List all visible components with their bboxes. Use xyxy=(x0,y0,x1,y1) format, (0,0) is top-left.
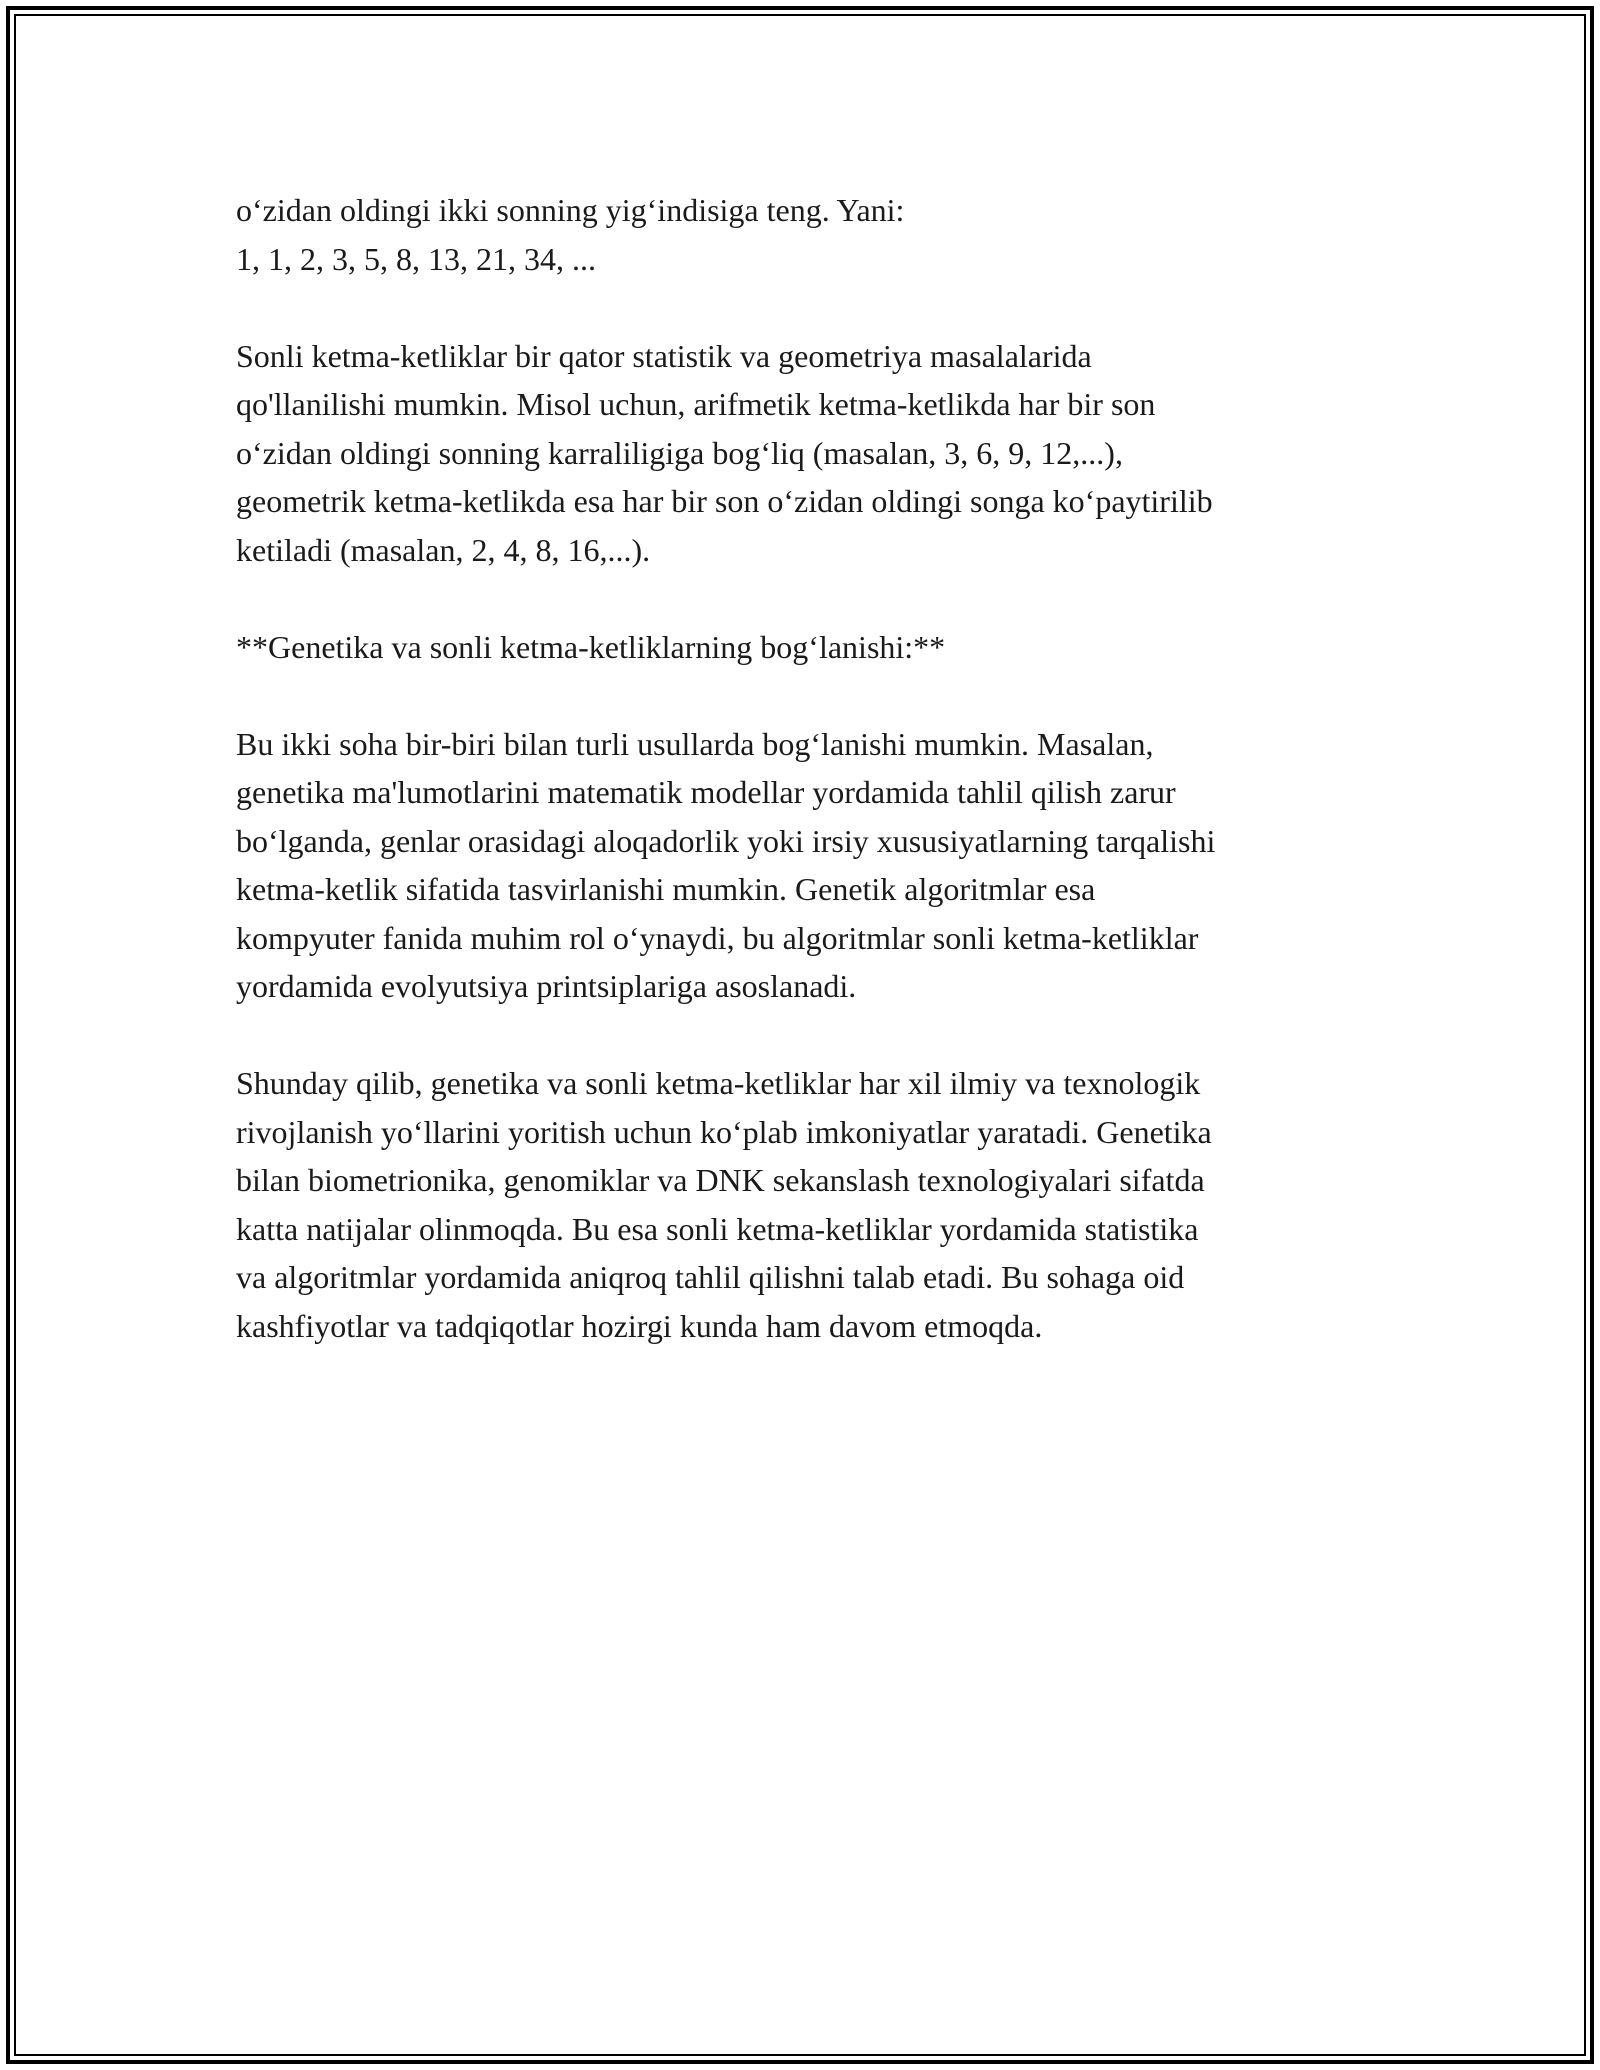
paragraph-conclusion: Shunday qilib, genetika va sonli ketma-ketliklar har xil ilmiy va texnologik rivojlanish yo‘llarini yoritish uchun ko‘plab imkoniyatlar yaratadi. Genetika bilan biometrionika, genomiklar va DNK sekanslash texnologiyalari sifatda katta natijalar olinmoqda. Bu esa sonli ketma-ketliklar yordamida statistika va algoritmlar yordamida aniqroq tahlil qilishni talab etadi. Bu sohaga oid kashfiyotlar va tadqiqotlar hozirgi kunda ham davom etmoqda. xyxy=(236,1065,1212,1344)
section-heading: **Genetika va sonli ketma-ketliklarning bog‘lanishi:** xyxy=(236,628,946,665)
paragraph-connection: Bu ikki soha bir-biri bilan turli usullarda bog‘lanishi mumkin. Masalan, genetika ma'lumotlarini matematik modellar yordamida tahlil qilish zarur bo‘lganda, genlar orasidagi aloqadorlik yoki irsiy xususiyatlarning tarqalishi ketma-ketlik sifatida tasvirlanishi mumkin. Genetik algoritmlar esa kompyuter fanida muhim rol o‘ynaydi, bu algoritmlar sonli ketma-ketliklar yordamida evolyutsiya printsiplariga asoslanadi. xyxy=(236,725,1216,1004)
paragraph-fibonacci-intro: o‘zidan oldingi ikki sonning yig‘indisiga teng. Yani: 1, 1, 2, 3, 5, 8, 13, 21, 34, ... xyxy=(236,192,905,277)
paragraph-sequences: Sonli ketma-ketliklar bir qator statistik va geometriya masalalarida qo'llanilishi mumkin. Misol uchun, arifmetik ketma-ketlikda har bir son o‘zidan oldingi sonning karraliligiga bog‘liq (masalan, 3, 6, 9, 12,...), geometrik ketma-ketlikda esa har bir son o‘zidan oldingi songa ko‘paytirilib ketiladi (masalan, 2, 4, 8, 16,...). xyxy=(236,337,1213,568)
document-body xyxy=(236,186,1376,1350)
